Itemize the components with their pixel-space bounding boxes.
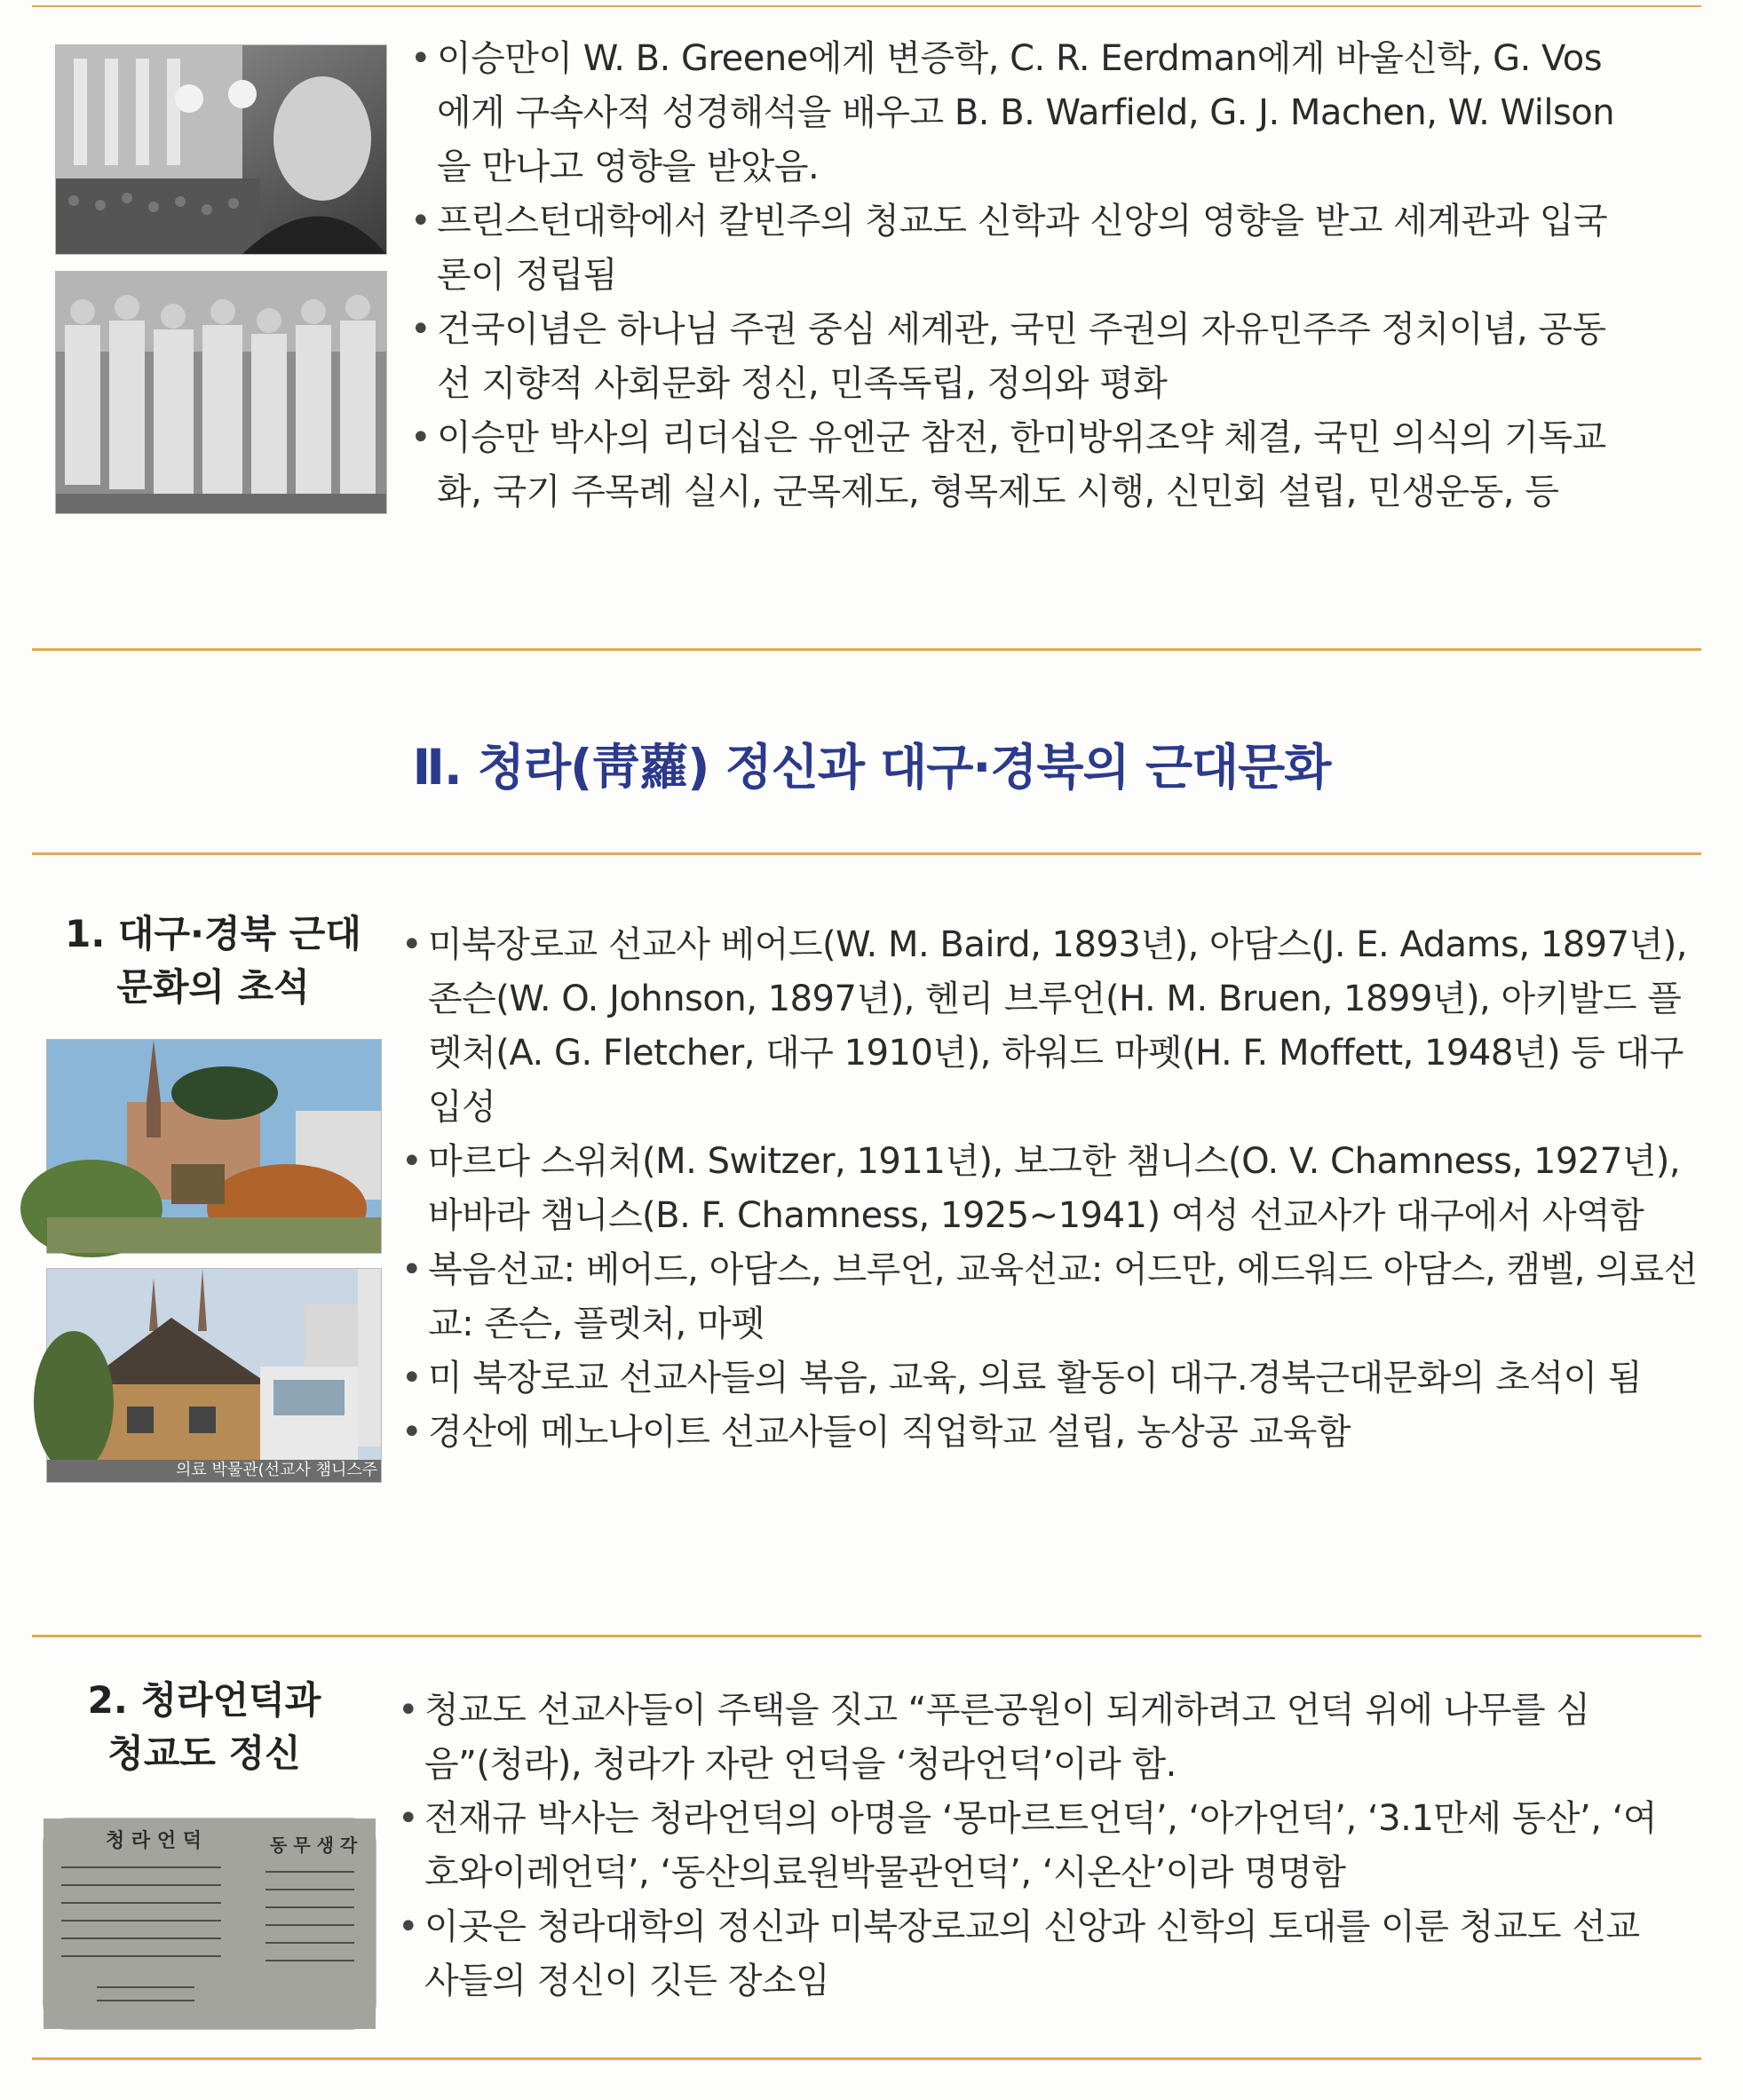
list-item: • 미북장로교 선교사 베어드(W. M. Baird, 1893년), 아담스(J. E. Adams, 1897년), 존슨(W. O. Johnson, 1897년), 헨리 브루언(H. M. Bruen, 1899년), 아키발드 플렛처(A. G. Fletcher, 대구 1910년), 하워드 마펫(H. F. Moffett, 1948년) 등 대구 입성 — [401, 918, 1698, 1135]
section-2-bullet-list — [398, 1684, 1659, 2009]
section-title: Ⅱ. 청라(靑蘿) 정신과 대구·경북의 근대문화 — [412, 739, 1331, 796]
section-divider — [32, 648, 1701, 651]
stone-title-right: 동 무 생 각 — [270, 1835, 358, 1856]
photo-ceremony-portrait — [55, 44, 387, 255]
list-item: • 프린스턴대학에서 칼빈주의 청교도 신학과 신앙의 영향을 받고 세계관과 입국론이 정립됨 — [410, 194, 1636, 303]
photo-caption: 의료 박물관(선교사 챔니스주택) — [176, 1461, 378, 1502]
top-divider — [32, 5, 1701, 7]
photo-inscribed-stone — [43, 1818, 376, 2030]
subheading-line: 문화의 초석 — [116, 965, 310, 1009]
list-item: • 이곳은 청라대학의 정신과 미북장로교의 신앙과 신학의 토대를 이룬 청교도 선교사들의 정신이 깃든 장소임 — [398, 1900, 1659, 2009]
stone-title-left: 청 라 언 덕 — [106, 1830, 202, 1852]
photo-medical-museum — [46, 1268, 382, 1502]
list-item: • 이승만 박사의 리더십은 유엔군 참전, 한미방위조약 체결, 국민 의식의 기독교화, 국기 주목례 실시, 군목제도, 형목제도 시행, 신민회 설립, 민생운동, 등 — [410, 411, 1636, 519]
bottom-divider — [32, 2057, 1701, 2060]
list-item: • 미 북장로교 선교사들의 복음, 교육, 의료 활동이 대구.경북근대문화의 초석이 됨 — [401, 1351, 1698, 1406]
subheading-line: 2. 청라언덕과 — [87, 1678, 321, 1722]
subheading-section-2 — [36, 1674, 373, 1780]
list-item: • 청교도 선교사들이 주택을 짓고 “푸른공원이 되게하려고 언덕 위에 나무를 심음”(청라), 청라가 자란 언덕을 ‘청라언덕’이라 함. — [398, 1684, 1659, 1792]
section-1-bullet-list — [401, 918, 1698, 1460]
subheading-section-1 — [36, 907, 391, 1014]
photo-group-standing — [55, 271, 387, 514]
list-item: • 복음선교: 베어드, 아담스, 브루언, 교육선교: 어드만, 에드워드 아담스, 캠벨, 의료선교: 존슨, 플렛처, 마펫 — [401, 1243, 1698, 1351]
photo-church-garden — [46, 1039, 382, 1254]
list-item: • 전재규 박사는 청라언덕의 아명을 ‘몽마르트언덕’, ‘아가언덕’, ‘3.1만세 동산’, ‘여호와이레언덕’, ‘동산의료원박물관언덕’, ‘시온산’이라 명명함 — [398, 1792, 1659, 1900]
list-item: • 이승만이 W. B. Greene에게 변증학, C. R. Eerdman에게 바울신학, G. Vos에게 구속사적 성경해석을 배우고 B. B. Warfield, G. J. Machen, W. Wilson을 만나고 영향을 받았음. — [410, 32, 1636, 194]
list-item: • 경산에 메노나이트 선교사들이 직업학교 설립, 농상공 교육함 — [401, 1406, 1698, 1460]
section-divider — [32, 852, 1701, 855]
subheading-line: 청교도 정신 — [107, 1732, 301, 1775]
list-item: • 마르다 스위처(M. Switzer, 1911년), 보그한 챔니스(O. V. Chamness, 1927년), 바바라 챔니스(B. F. Chamness, 1925~1941) 여성 선교사가 대구에서 사역함 — [401, 1135, 1698, 1243]
section-divider — [32, 1635, 1701, 1637]
list-item: • 건국이념은 하나님 주권 중심 세계관, 국민 주권의 자유민주주 정치이념, 공동선 지향적 사회문화 정신, 민족독립, 정의와 평화 — [410, 303, 1636, 411]
top-bullet-list — [410, 32, 1636, 519]
subheading-line: 1. 대구·경북 근대 — [65, 912, 361, 955]
